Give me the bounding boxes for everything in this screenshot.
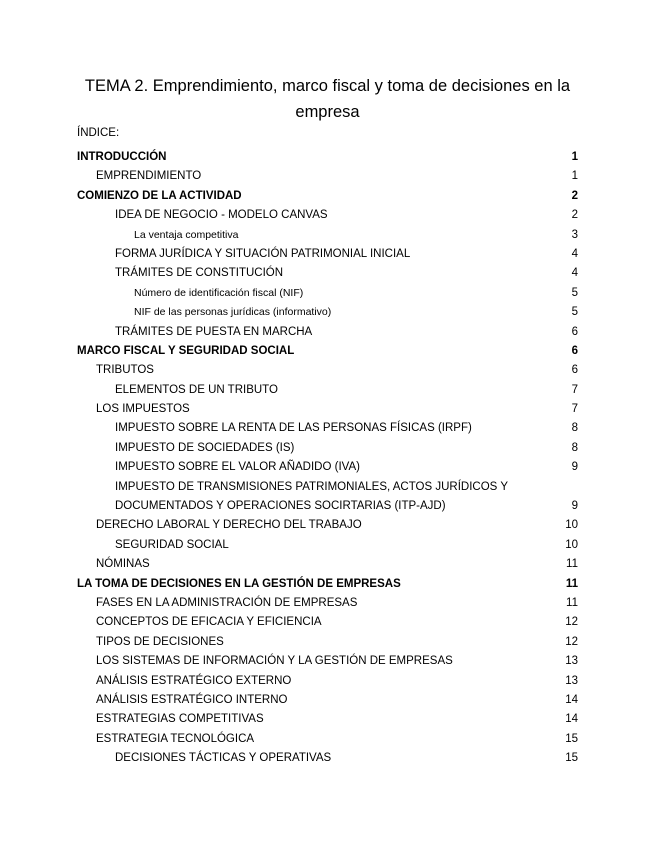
toc-entry-page-number: 11 xyxy=(566,558,578,571)
toc-entry-title: DERECHO LABORAL Y DERECHO DEL TRABAJO xyxy=(96,519,362,532)
toc-entry-title: ANÁLISIS ESTRATÉGICO INTERNO xyxy=(96,693,288,706)
toc-entry-page-number: 14 xyxy=(565,693,578,706)
toc-entry[interactable] xyxy=(77,613,578,632)
toc-entry[interactable] xyxy=(77,555,578,574)
toc-entry[interactable] xyxy=(77,691,578,710)
toc-entry-page-number: 8 xyxy=(571,422,578,435)
toc-entry[interactable] xyxy=(77,710,578,729)
toc-entry[interactable] xyxy=(77,516,578,535)
toc-entry-page-number: 7 xyxy=(571,403,578,416)
toc-entry-page-number: 7 xyxy=(571,383,578,396)
toc-entry-page-number: 10 xyxy=(565,538,578,551)
toc-entry[interactable] xyxy=(77,439,578,458)
toc-entry-title: FASES EN LA ADMINISTRACIÓN DE EMPRESAS xyxy=(96,597,358,609)
toc-entry-title: FORMA JURÍDICA Y SITUACIÓN PATRIMONIAL INICIAL xyxy=(115,247,411,260)
toc-entry[interactable] xyxy=(77,148,578,167)
toc-entry-page-number: 1 xyxy=(571,150,578,163)
toc-entry-title: ESTRATEGIA TECNOLÓGICA xyxy=(96,732,255,745)
toc-entry[interactable] xyxy=(77,536,578,555)
toc-entry-title: LA TOMA DE DECISIONES EN LA GESTIÓN DE EMPRESAS xyxy=(77,577,401,590)
toc-entry-title: COMIENZO DE LA ACTIVIDAD xyxy=(77,189,242,202)
toc-entry-page-number: 3 xyxy=(571,228,578,241)
toc-entry-title: DECISIONES TÁCTICAS Y OPERATIVAS xyxy=(115,752,332,765)
toc-entry-page-number: 14 xyxy=(565,713,578,726)
toc-entry[interactable] xyxy=(77,672,578,691)
toc-entry[interactable] xyxy=(77,342,578,361)
toc-entry[interactable] xyxy=(77,730,578,749)
toc-entry-title: INTRODUCCIÓN xyxy=(77,151,167,163)
toc-entry-title-line: IMPUESTO DE TRANSMISIONES PATRIMONIALES, ACTOS JURÍDICOS Y xyxy=(115,480,508,493)
toc-entry-page-number: 2 xyxy=(571,189,578,202)
toc-entry-title: La ventaja competitiva xyxy=(134,228,239,241)
toc-entry-page-number: 5 xyxy=(571,286,578,299)
toc-entry-page-number: 4 xyxy=(571,247,578,260)
toc-entry[interactable] xyxy=(77,361,578,380)
toc-entry-page-number: 11 xyxy=(566,596,578,609)
toc-entry-title: CONCEPTOS DE EFICACIA Y EFICIENCIA xyxy=(96,616,322,629)
toc-entry-title: NIF de las personas jurídicas (informativo) xyxy=(134,306,332,319)
toc-entry-title: TRÁMITES DE CONSTITUCIÓN xyxy=(115,267,284,280)
toc-entry-page-number: 6 xyxy=(571,364,578,377)
toc-entry-title: ANÁLISIS ESTRATÉGICO EXTERNO xyxy=(96,674,292,687)
toc-entry-page-number: 9 xyxy=(571,500,578,513)
toc-entry-title: SEGURIDAD SOCIAL xyxy=(115,538,229,551)
toc-entry[interactable] xyxy=(77,652,578,671)
toc-entry[interactable] xyxy=(77,303,578,322)
toc-entry-page-number: 5 xyxy=(571,306,578,319)
toc-entry-title: EMPRENDIMIENTO xyxy=(96,170,202,183)
toc-entry[interactable] xyxy=(77,633,578,652)
toc-entry[interactable] xyxy=(77,478,578,517)
toc-entry-title: IMPUESTO SOBRE EL VALOR AÑADIDO (IVA) xyxy=(115,461,360,474)
toc-entry-title: LOS IMPUESTOS xyxy=(96,403,190,416)
toc-entry-page-number: 6 xyxy=(571,344,578,357)
toc-entry[interactable] xyxy=(77,323,578,342)
toc-entry-page-number: 1 xyxy=(571,170,578,183)
toc-entry-title: IDEA DE NEGOCIO - MODELO CANVAS xyxy=(115,209,328,222)
table-of-contents xyxy=(77,148,578,769)
toc-entry[interactable] xyxy=(77,264,578,283)
toc-entry[interactable] xyxy=(77,226,578,245)
toc-entry-title: Número de identificación fiscal (NIF) xyxy=(134,286,304,299)
toc-entry[interactable] xyxy=(77,400,578,419)
toc-entry-title: NÓMINAS xyxy=(96,558,150,571)
toc-entry-title xyxy=(77,478,508,517)
toc-entry[interactable] xyxy=(77,575,578,594)
toc-entry[interactable] xyxy=(77,749,578,768)
toc-entry-title: MARCO FISCAL Y SEGURIDAD SOCIAL xyxy=(77,344,295,357)
toc-entry-title: IMPUESTO SOBRE LA RENTA DE LAS PERSONAS FÍSICAS (IRPF) xyxy=(115,422,472,435)
toc-entry-page-number: 8 xyxy=(571,441,578,454)
toc-entry-title: ESTRATEGIAS COMPETITIVAS xyxy=(96,713,264,726)
toc-entry-page-number: 13 xyxy=(565,674,578,687)
toc-entry-page-number: 15 xyxy=(565,732,578,745)
document-title-continued: empresa xyxy=(295,103,360,121)
toc-entry-title: TRIBUTOS xyxy=(96,364,154,377)
toc-entry-page-number: 10 xyxy=(565,519,578,532)
toc-entry-page-number: 15 xyxy=(565,752,578,765)
toc-entry-page-number: 2 xyxy=(571,209,578,222)
index-label: ÍNDICE: xyxy=(77,127,120,139)
toc-entry[interactable] xyxy=(77,458,578,477)
toc-entry-title: IMPUESTO DE SOCIEDADES (IS) xyxy=(115,441,295,454)
toc-entry[interactable] xyxy=(77,167,578,186)
toc-entry[interactable] xyxy=(77,206,578,225)
document-title: TEMA 2. Emprendimiento, marco fiscal y toma de decisiones en la xyxy=(84,77,571,95)
toc-entry[interactable] xyxy=(77,187,578,206)
toc-entry[interactable] xyxy=(77,419,578,438)
toc-entry[interactable] xyxy=(77,594,578,613)
toc-entry-title: ELEMENTOS DE UN TRIBUTO xyxy=(115,383,278,396)
toc-entry-page-number: 11 xyxy=(565,577,578,590)
toc-entry-page-number: 9 xyxy=(571,461,578,474)
toc-entry-page-number: 12 xyxy=(565,635,578,648)
toc-entry-title: LOS SISTEMAS DE INFORMACIÓN Y LA GESTIÓN DE EMPRESAS xyxy=(96,655,453,668)
toc-entry-title: TIPOS DE DECISIONES xyxy=(96,635,224,648)
toc-entry[interactable] xyxy=(77,381,578,400)
toc-entry[interactable] xyxy=(77,245,578,264)
toc-entry-title-line: DOCUMENTADOS Y OPERACIONES SOCIRTARIAS (ITP-AJD) xyxy=(115,500,446,513)
toc-entry[interactable] xyxy=(77,284,578,303)
toc-entry-page-number: 4 xyxy=(571,267,578,280)
toc-entry-page-number: 12 xyxy=(565,616,578,629)
toc-entry-title: TRÁMITES DE PUESTA EN MARCHA xyxy=(115,325,313,338)
toc-entry-page-number: 6 xyxy=(571,325,578,338)
toc-entry-page-number: 13 xyxy=(565,655,578,668)
